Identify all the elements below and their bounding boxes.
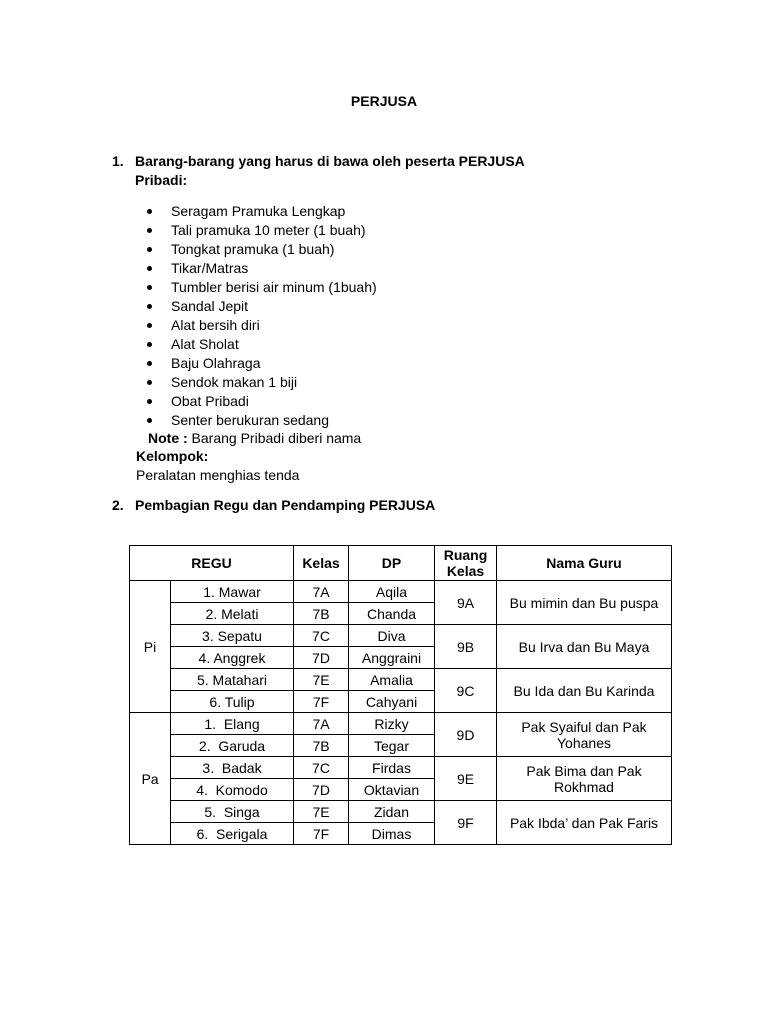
kelas-cell: 7F — [294, 823, 349, 845]
ruang-cell: 9C — [435, 669, 497, 713]
dp-cell: Amalia — [349, 669, 435, 691]
note-line — [148, 429, 361, 448]
bullet-icon — [147, 323, 152, 328]
list-item — [136, 316, 377, 335]
list-item — [136, 335, 377, 354]
guru-line1: Pak Bima dan Pak — [526, 762, 642, 779]
list-item — [136, 278, 377, 297]
kelas-cell: 7E — [294, 801, 349, 823]
regu-name: 3. Badak — [171, 757, 294, 779]
kelas-cell: 7C — [294, 757, 349, 779]
dp-cell: Firdas — [349, 757, 435, 779]
regu-name: 2. Melati — [171, 603, 294, 625]
guru-line2: Rokhmad — [554, 778, 614, 795]
section-1-heading-line1: Barang-barang yang harus di bawa oleh peserta PERJUSA — [135, 153, 525, 169]
list-item-text: Tikar/Matras — [171, 260, 249, 276]
list-item — [136, 411, 377, 430]
bullet-icon — [147, 342, 152, 347]
guru-cell — [497, 757, 672, 801]
dp-cell: Cahyani — [349, 691, 435, 713]
header-kelas: Kelas — [294, 546, 349, 581]
group-label: Pa — [130, 713, 171, 845]
header-nama-guru: Nama Guru — [497, 546, 672, 581]
guru-cell: Bu Ida dan Bu Karinda — [497, 669, 672, 713]
table-row — [130, 625, 672, 647]
list-item — [136, 240, 377, 259]
header-dp: DP — [349, 546, 435, 581]
personal-items-list — [136, 202, 377, 430]
guru-cell: Bu Irva dan Bu Maya — [497, 625, 672, 669]
regu-name: 1. Mawar — [171, 581, 294, 603]
list-item-text: Tumbler berisi air minum (1buah) — [171, 279, 377, 295]
table-header-row — [130, 546, 672, 581]
bullet-icon — [147, 247, 152, 252]
dp-cell: Anggraini — [349, 647, 435, 669]
regu-name: 6. Serigala — [171, 823, 294, 845]
list-item — [136, 202, 377, 221]
bullet-icon — [147, 285, 152, 290]
table-row — [130, 669, 672, 691]
kelas-cell: 7D — [294, 647, 349, 669]
regu-name: 2. Garuda — [171, 735, 294, 757]
list-item — [136, 392, 377, 411]
guru-cell: Pak Ibda’ dan Pak Faris — [497, 801, 672, 845]
section-1-heading-line2: Pribadi: — [135, 172, 188, 188]
ruang-cell: 9E — [435, 757, 497, 801]
list-item-text: Obat Pribadi — [171, 393, 249, 409]
section-2-number: 2. — [112, 497, 124, 513]
regu-name: 5. Singa — [171, 801, 294, 823]
document-title: PERJUSA — [350, 93, 418, 109]
table-row — [130, 713, 672, 735]
ruang-cell: 9D — [435, 713, 497, 757]
list-item — [136, 354, 377, 373]
list-item — [136, 221, 377, 240]
regu-name: 1. Elang — [171, 713, 294, 735]
regu-table — [129, 545, 672, 845]
table-row — [130, 801, 672, 823]
kelas-cell: 7A — [294, 713, 349, 735]
bullet-icon — [147, 380, 152, 385]
list-item-text: Alat bersih diri — [171, 317, 260, 333]
bullet-icon — [147, 228, 152, 233]
list-item — [136, 259, 377, 278]
kelas-cell: 7D — [294, 779, 349, 801]
table-row — [130, 757, 672, 779]
header-ruang-line1: Ruang — [443, 547, 488, 563]
dp-cell: Tegar — [349, 735, 435, 757]
list-item — [136, 297, 377, 316]
list-item-text: Seragam Pramuka Lengkap — [171, 203, 346, 219]
bullet-icon — [147, 209, 152, 214]
header-ruang-line2: Kelas — [446, 563, 485, 579]
guru-cell: Bu mimin dan Bu puspa — [497, 581, 672, 625]
header-ruang-kelas — [435, 546, 497, 581]
bullet-icon — [147, 418, 152, 423]
bullet-icon — [147, 304, 152, 309]
bullet-icon — [147, 361, 152, 366]
kelas-cell: 7E — [294, 669, 349, 691]
list-item-text: Senter berukuran sedang — [171, 412, 329, 428]
section-1-number: 1. — [112, 153, 124, 169]
section-2-heading-text: Pembagian Regu dan Pendamping PERJUSA — [135, 497, 436, 513]
dp-cell: Zidan — [349, 801, 435, 823]
dp-cell: Dimas — [349, 823, 435, 845]
regu-name: 4. Anggrek — [171, 647, 294, 669]
bullet-icon — [147, 266, 152, 271]
ruang-cell: 9B — [435, 625, 497, 669]
list-item-text: Sandal Jepit — [171, 298, 249, 314]
list-item-text: Baju Olahraga — [171, 355, 261, 371]
table-row — [130, 581, 672, 603]
kelompok-label: Kelompok: — [136, 448, 209, 464]
dp-cell: Diva — [349, 625, 435, 647]
dp-cell: Oktavian — [349, 779, 435, 801]
header-regu: REGU — [130, 546, 294, 581]
regu-name: 3. Sepatu — [171, 625, 294, 647]
guru-line1: Pak Syaiful dan Pak — [521, 718, 647, 735]
ruang-cell: 9F — [435, 801, 497, 845]
dp-cell: Rizky — [349, 713, 435, 735]
kelompok-text: Peralatan menghias tenda — [136, 467, 300, 483]
list-item-text: Alat Sholat — [171, 336, 239, 352]
ruang-cell: 9A — [435, 581, 497, 625]
regu-name: 4. Komodo — [171, 779, 294, 801]
note-text: Barang Pribadi diberi nama — [187, 430, 362, 446]
kelas-cell: 7A — [294, 581, 349, 603]
kelas-cell: 7C — [294, 625, 349, 647]
list-item-text: Tali pramuka 10 meter (1 buah) — [171, 222, 366, 238]
guru-cell — [497, 713, 672, 757]
kelas-cell: 7F — [294, 691, 349, 713]
group-label: Pi — [130, 581, 171, 713]
section-1-heading — [112, 152, 525, 190]
kelas-cell: 7B — [294, 735, 349, 757]
dp-cell: Chanda — [349, 603, 435, 625]
list-item-text: Sendok makan 1 biji — [171, 374, 298, 390]
regu-name: 6. Tulip — [171, 691, 294, 713]
list-item-text: Tongkat pramuka (1 buah) — [171, 241, 335, 257]
dp-cell: Aqila — [349, 581, 435, 603]
bullet-icon — [147, 399, 152, 404]
section-2-heading — [112, 496, 435, 515]
kelas-cell: 7B — [294, 603, 349, 625]
note-label: Note : — [148, 430, 188, 446]
list-item — [136, 373, 377, 392]
regu-name: 5. Matahari — [171, 669, 294, 691]
guru-line2: Yohanes — [557, 734, 611, 751]
